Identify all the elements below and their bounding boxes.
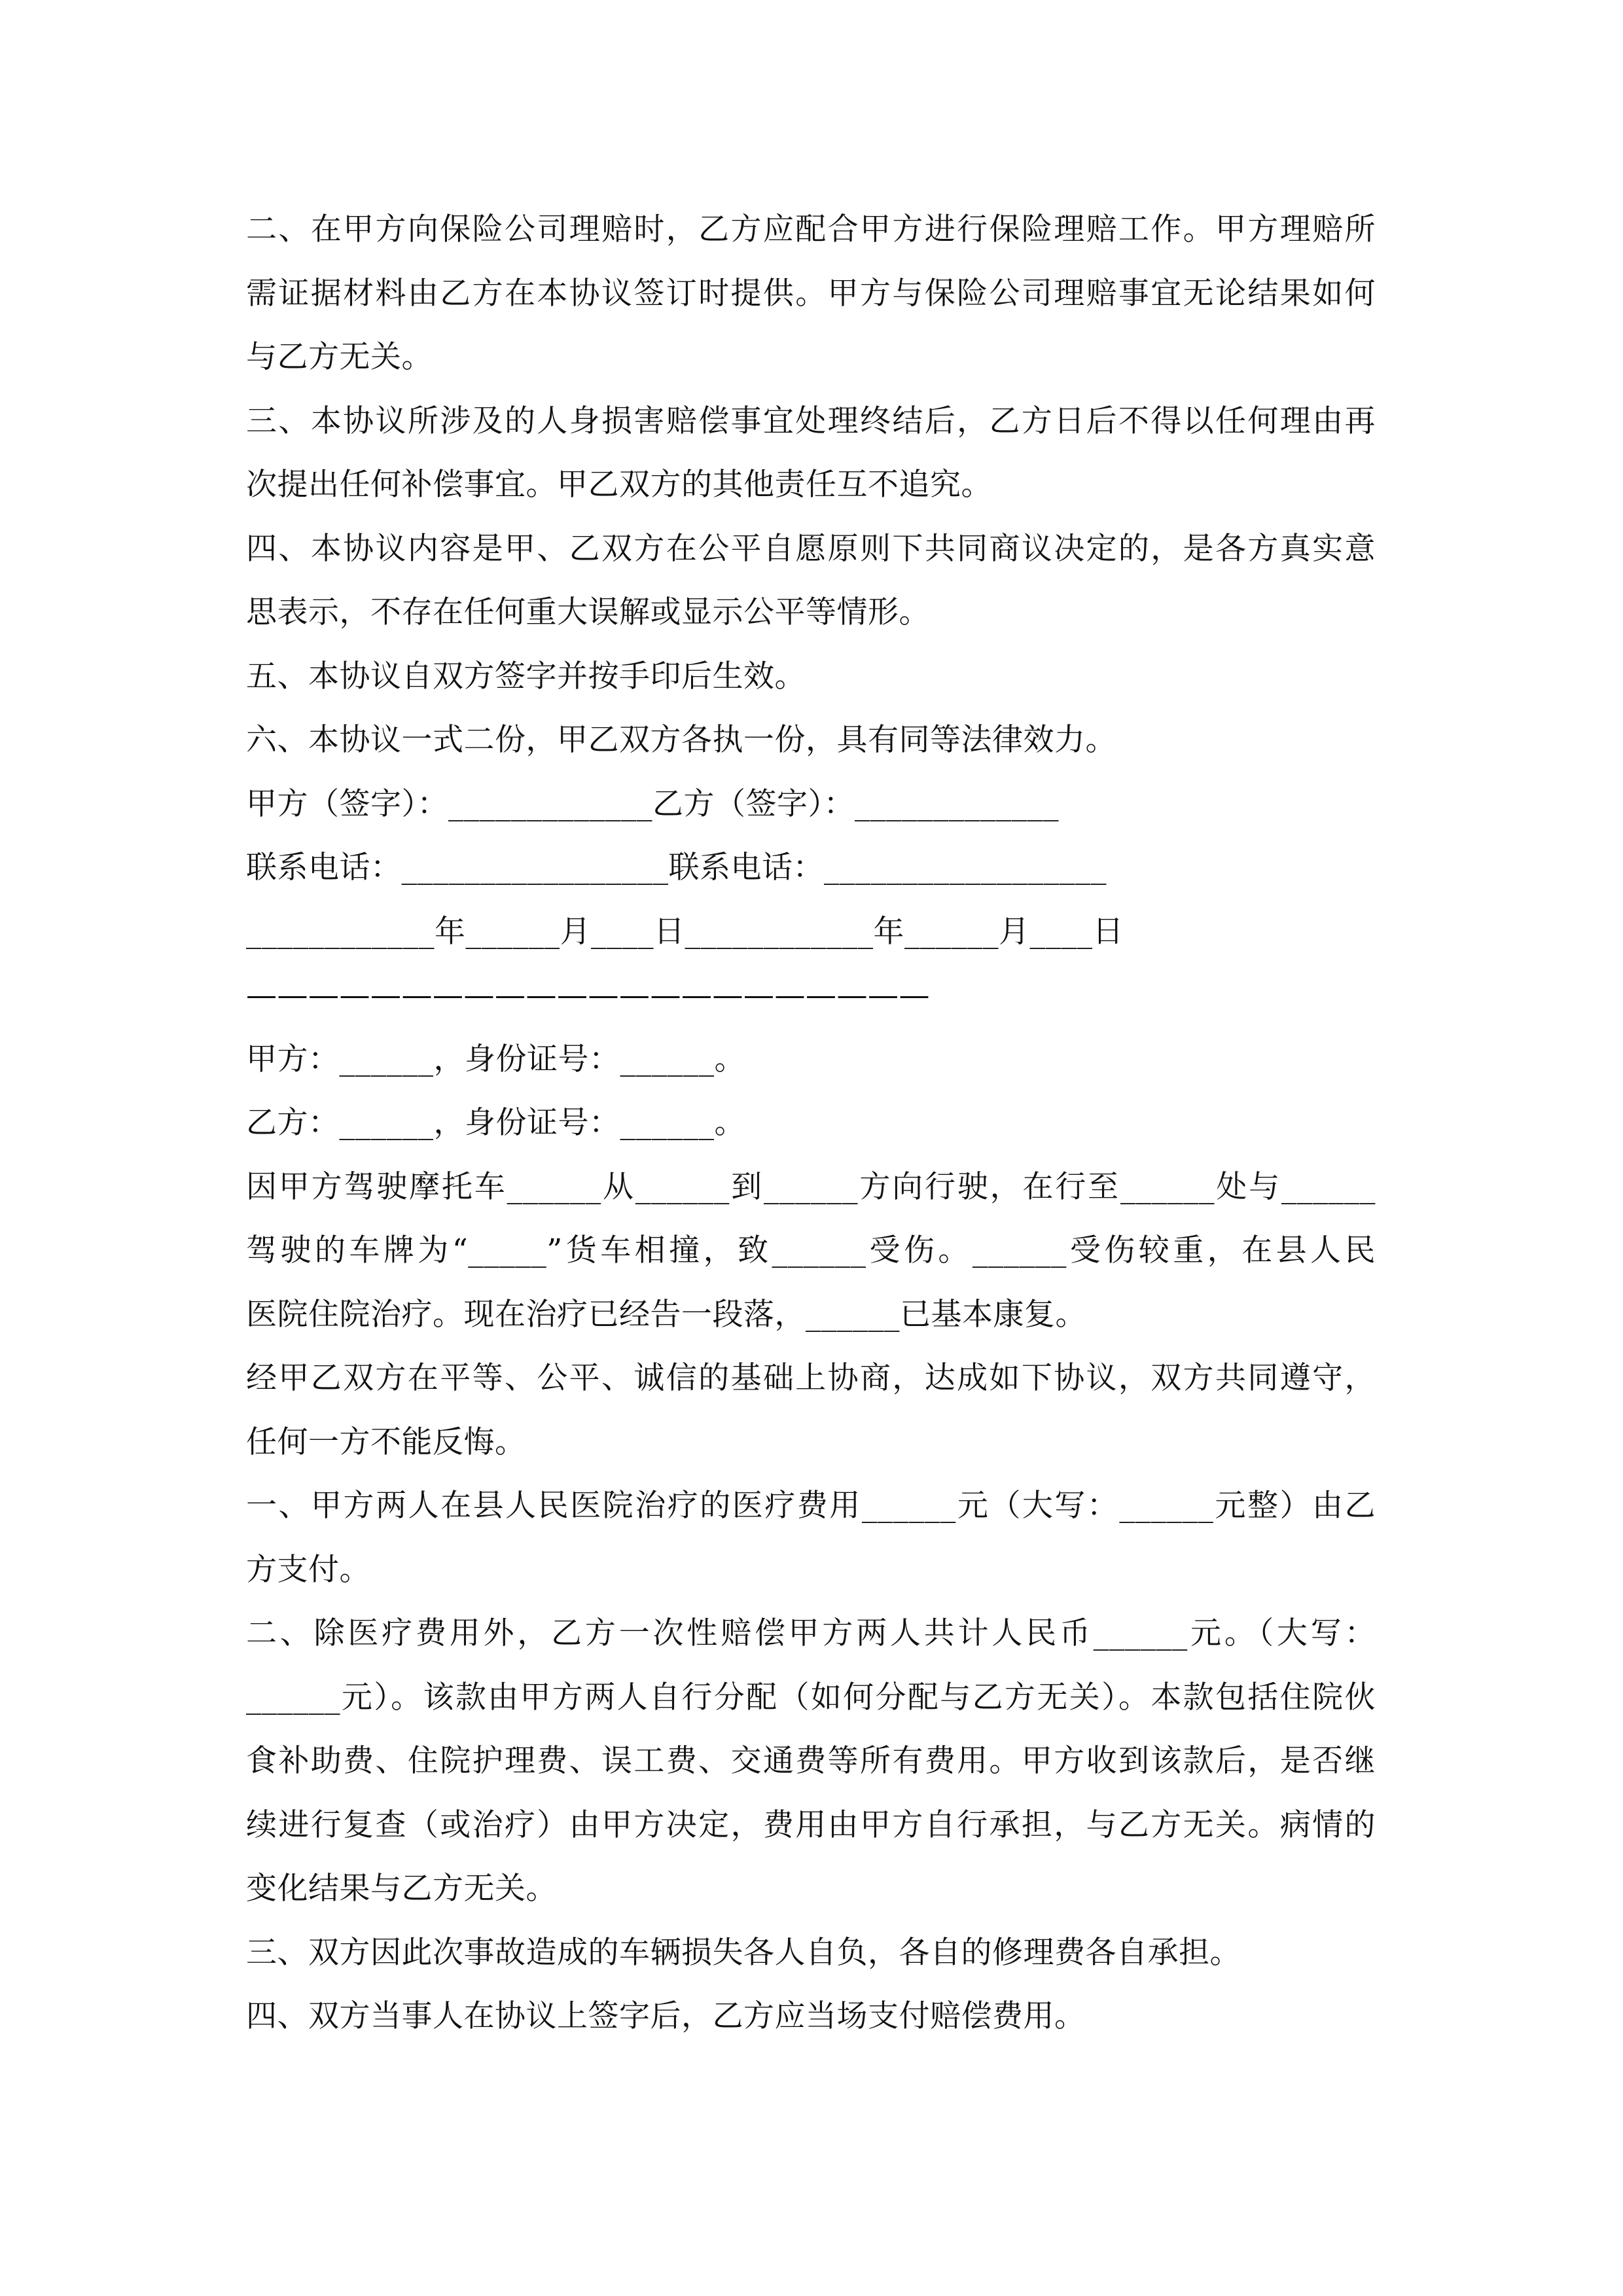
term-1-line-2: 方支付。 bbox=[246, 1551, 370, 1588]
signature-line: 甲方（签字）：_____________乙方（签字）：_____________ bbox=[246, 785, 1059, 822]
clause-4-line-1: 四、本协议内容是甲、乙双方在公平自愿原则下共同商议决定的，是各方真实意 bbox=[246, 530, 1376, 567]
party-b-line: 乙方：______，身份证号：______。 bbox=[246, 1105, 745, 1141]
term-2-line-1: 二、除医疗费用外，乙方一次性赔偿甲方两人共计人民币______元。（大写： bbox=[246, 1615, 1376, 1651]
clause-2-line-2: 需证据材料由乙方在本协议签订时提供。甲方与保险公司理赔事宜无论结果如何 bbox=[246, 275, 1376, 312]
clause-2-line-1: 二、在甲方向保险公司理赔时，乙方应配合甲方进行保险理赔工作。甲方理赔所 bbox=[246, 211, 1376, 247]
clause-6: 六、本协议一式二份，甲乙双方各执一份，具有同等法律效力。 bbox=[246, 722, 1116, 758]
term-3: 三、双方因此次事故造成的车辆损失各人自负，各自的修理费各自承担。 bbox=[246, 1934, 1241, 1971]
separator-dash-line: —————————————————————— bbox=[246, 977, 930, 1013]
agreement-intro-line-1: 经甲乙双方在平等、公平、诚信的基础上协商，达成如下协议，双方共同遵守， bbox=[246, 1360, 1376, 1396]
incident-line-3: 医院住院治疗。现在治疗已经告一段落，______已基本康复。 bbox=[246, 1296, 1086, 1333]
incident-line-1: 因甲方驾驶摩托车______从______到______方向行驶，在行至______处与______ bbox=[246, 1168, 1376, 1205]
document-page bbox=[246, 198, 1398, 2049]
clause-4-line-2: 思表示，不存在任何重大误解或显示公平等情形。 bbox=[246, 594, 930, 630]
clause-3-line-2: 次提出任何补偿事宜。甲乙双方的其他责任互不追究。 bbox=[246, 467, 992, 503]
incident-line-2: 驾驶的车牌为“_____”货车相撞，致______受伤。______受伤较重，在县人民 bbox=[246, 1232, 1376, 1268]
clause-2-line-3: 与乙方无关。 bbox=[246, 339, 433, 375]
term-4: 四、双方当事人在协议上签字后，乙方应当场支付赔偿费用。 bbox=[246, 1998, 1086, 2034]
date-line: ____________年______月____日____________年______月____日 bbox=[246, 913, 1124, 950]
agreement-intro-line-2: 任何一方不能反悔。 bbox=[246, 1424, 526, 1460]
term-1-line-1: 一、甲方两人在县人民医院治疗的医疗费用______元（大写：______元整）由乙 bbox=[246, 1488, 1376, 1524]
term-2-line-3: 食补助费、住院护理费、误工费、交通费等所有费用。甲方收到该款后，是否继 bbox=[246, 1743, 1376, 1779]
term-2-line-4: 续进行复查（或治疗）由甲方决定，费用由甲方自行承担，与乙方无关。病情的 bbox=[246, 1806, 1376, 1843]
term-2-line-2: ______元）。该款由甲方两人自行分配（如何分配与乙方无关）。本款包括住院伙 bbox=[246, 1679, 1376, 1715]
phone-line: 联系电话：_________________联系电话：__________________ bbox=[246, 850, 1107, 886]
clause-3-line-1: 三、本协议所涉及的人身损害赔偿事宜处理终结后，乙方日后不得以任何理由再 bbox=[246, 403, 1376, 439]
clause-5: 五、本协议自双方签字并按手印后生效。 bbox=[246, 658, 806, 694]
party-a-line: 甲方：______，身份证号：______。 bbox=[246, 1041, 745, 1077]
term-2-line-5: 变化结果与乙方无关。 bbox=[246, 1871, 557, 1907]
